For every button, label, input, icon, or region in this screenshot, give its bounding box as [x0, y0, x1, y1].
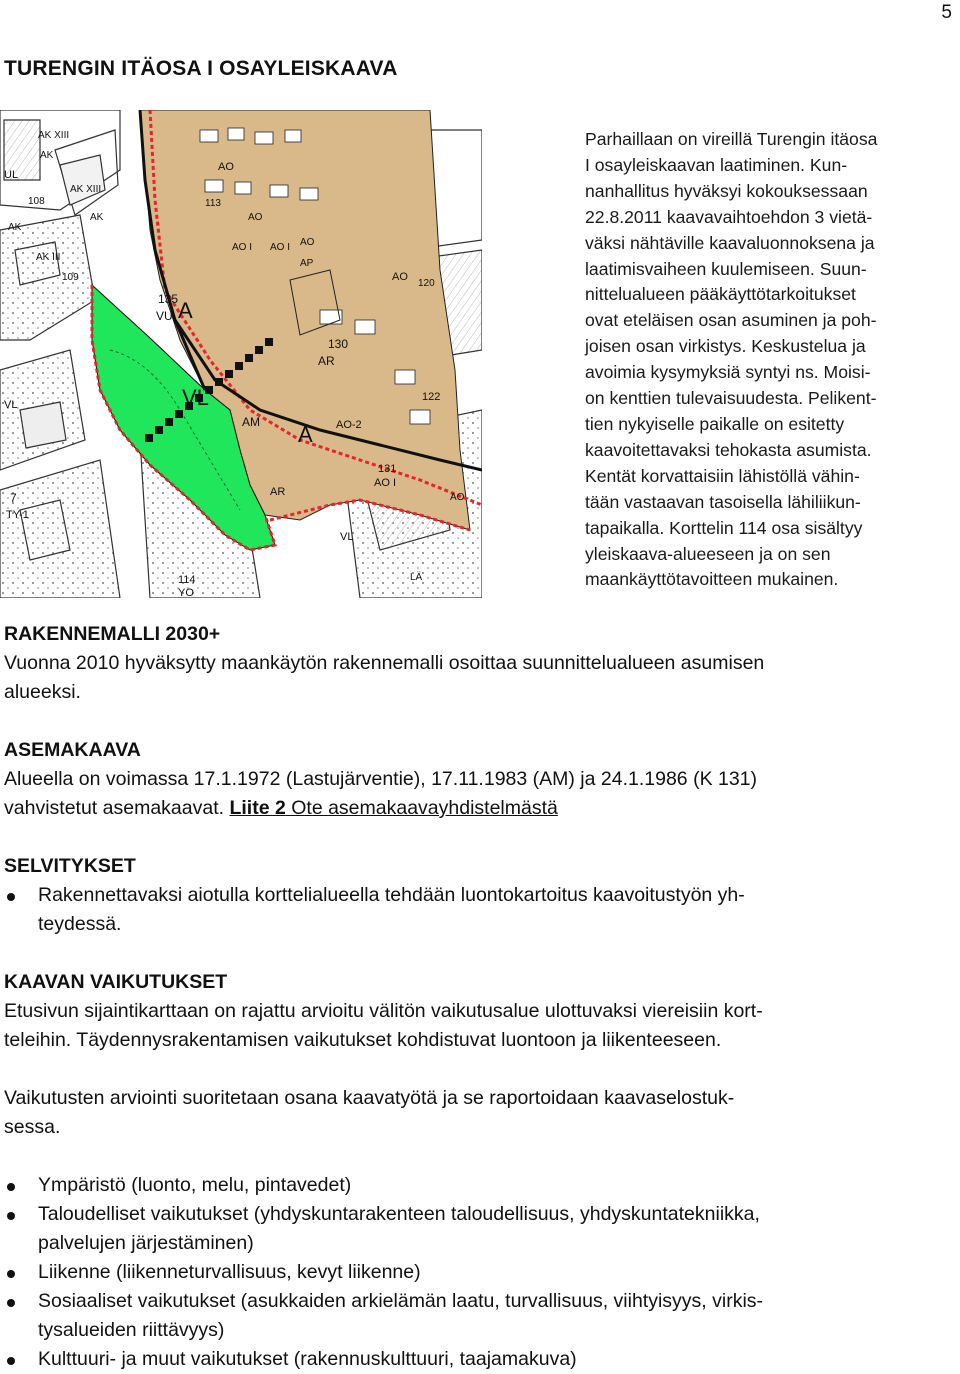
map-label: 120 [418, 278, 435, 289]
list-item-text: Rakennettavaksi aiotulla korttelialueella tehdään luontokartoitus kaavoitustyön yh- [38, 884, 745, 906]
map-label: AR [318, 354, 335, 368]
map-label: AK [40, 150, 54, 161]
map-label: AO I [232, 242, 253, 253]
bullet-icon [7, 1270, 15, 1278]
map-label: 122 [422, 391, 441, 403]
map-label: YO [178, 587, 194, 598]
intro-line: joisen osan virkistys. Keskustelua ja [585, 336, 866, 357]
section-heading-vaikutukset: KAAVAN VAIKUTUKSET [4, 971, 228, 993]
map-label: TY-1 [6, 509, 29, 521]
intro-line: 22.8.2011 kaavavaihtoehdon 3 vietä- [585, 206, 873, 227]
paragraph-text: vahvistetut asemakaavat. [4, 797, 230, 819]
map-label: A [298, 422, 313, 447]
paragraph-line: sessa. [4, 1116, 61, 1138]
paragraph-line: Vuonna 2010 hyväksytty maankäytön rakennemalli osoittaa suunnittelualueen asumisen [4, 652, 765, 674]
intro-line: väksi nähtäville kaavaluonnoksena ja [585, 232, 875, 253]
bullet-icon [7, 893, 15, 901]
list-item [4, 1200, 954, 1258]
paragraph-line: Alueella on voimassa 17.1.1972 (Lastujärventie), 17.11.1983 (AM) ja 24.1.1986 (K 131) [4, 768, 758, 790]
map-label: A [178, 298, 193, 323]
document-body [4, 620, 954, 1374]
bullet-icon [7, 1357, 15, 1365]
selvitykset-list [4, 881, 954, 939]
map-label: 113 [205, 198, 221, 209]
map-label: VL [340, 531, 354, 543]
map-label: AO I [270, 242, 291, 253]
list-item-text: Sosiaaliset vaikutukset (asukkaiden arkielämän laatu, turvallisuus, viihtyisyys, virkis- [38, 1290, 764, 1312]
section-heading-rakennemalli: RAKENNEMALLI 2030+ [4, 623, 221, 645]
map-label: 114 [178, 574, 196, 586]
page-number: 5 [941, 2, 952, 23]
map-label: VL [182, 385, 209, 410]
map-label: AO [248, 212, 263, 223]
map-label: AK XIII [38, 130, 70, 141]
paragraph-line: Vaikutusten arviointi suoritetaan osana kaavatyötä ja se raportoidaan kaavaselostuk- [4, 1087, 735, 1109]
map-label: AP [300, 258, 314, 269]
map-label: 130 [328, 337, 349, 351]
map-label: UL [4, 169, 19, 181]
intro-line: kaavoitettavaksi tehokasta asumista. [585, 439, 872, 460]
section-heading-asemakaava: ASEMAKAAVA [4, 739, 141, 761]
map-label: AM [242, 415, 260, 429]
intro-line: maankäyttötavoitteen mukainen. [585, 569, 839, 590]
intro-line: yleiskaava-alueeseen ja on sen [585, 543, 831, 564]
map-label: AO-2 [336, 419, 362, 431]
paragraph-line [4, 794, 954, 823]
map-label: 108 [28, 196, 45, 207]
list-item-text: teydessä. [38, 913, 122, 935]
map-label: 131 [378, 463, 397, 475]
list-item [4, 1287, 954, 1345]
list-item-text: Liikenne (liikenneturvallisuus, kevyt liikenne) [38, 1261, 421, 1283]
map-label: AK III [36, 252, 61, 263]
list-item-text: Ympäristö (luonto, melu, pintavedet) [38, 1174, 352, 1196]
intro-line: laatimisvaiheen kuulemiseen. Suun- [585, 258, 867, 279]
paragraph-line: teleihin. Täydennysrakentamisen vaikutukset kohdistuvat luontoon ja liikenteeseen. [4, 1029, 722, 1051]
intro-line: on kenttien tulevaisuudesta. Pelikent- [585, 388, 877, 409]
map-label: AO [218, 161, 234, 173]
intro-line: ovat eteläisen osan asuminen ja poh- [585, 310, 877, 331]
intro-line: tien nykyiselle paikalle on esitetty [585, 413, 845, 434]
intro-text [585, 127, 957, 593]
liite-2-link[interactable] [229, 797, 557, 819]
map-label: AO [392, 271, 408, 283]
map-label: VL [4, 399, 18, 411]
liite-text: Ote asemakaavayhdistelmästä [285, 797, 558, 819]
map-label: AO [450, 492, 465, 503]
map-label: VU [156, 309, 173, 323]
list-item [4, 1171, 954, 1200]
map-label: AO I [374, 477, 397, 489]
map-label: 109 [62, 272, 79, 283]
paragraph-line: alueeksi. [4, 681, 81, 703]
list-item-text: Taloudelliset vaikutukset (yhdyskuntarakenteen taloudellisuus, yhdyskuntatekniikka, [38, 1203, 760, 1225]
map-label: AK [8, 222, 22, 233]
intro-line: Kentät korvattaisiin lähistöllä vähin- [585, 465, 860, 486]
map-label: AK XIII [70, 184, 102, 195]
liite-label: Liite 2 [229, 797, 286, 819]
list-item-text: palvelujen järjestäminen) [38, 1232, 254, 1254]
map-label: 7 [10, 491, 17, 505]
map-label: AO [300, 237, 315, 248]
list-item [4, 1345, 954, 1374]
list-item-text: tysalueiden riittävyys) [38, 1319, 225, 1341]
map-label: AR [270, 486, 286, 498]
list-item [4, 1258, 954, 1287]
vaikutukset-list [4, 1171, 954, 1374]
map-label: AK [90, 212, 104, 223]
intro-line: avoimia kysymyksiä syntyi ns. Moisi- [585, 362, 871, 383]
paragraph-line: Etusivun sijaintikarttaan on rajattu arvioitu välitön vaikutusalue ulottuvaksi viereisiin kort- [4, 1000, 763, 1022]
bullet-icon [7, 1212, 15, 1220]
intro-line: nanhallitus hyväksyi kokouksessaan [585, 180, 868, 201]
intro-line: tapaikalla. Korttelin 114 osa sisältyy [585, 517, 863, 538]
bullet-icon [7, 1183, 15, 1191]
list-item-text: Kulttuuri- ja muut vaikutukset (rakennuskulttuuri, taajamakuva) [38, 1348, 577, 1370]
map-label: 135 [158, 292, 179, 306]
intro-line: Parhaillaan on vireillä Turengin itäosa [585, 129, 878, 149]
intro-line: tään vastaavan tasoisella lähiliikun- [585, 491, 861, 512]
intro-line: nittelualueen pääkäyttötarkoitukset [585, 284, 856, 305]
land-use-map [0, 110, 482, 598]
bullet-icon [7, 1299, 15, 1307]
list-item [4, 881, 954, 939]
map-label: LÄ [410, 572, 423, 583]
intro-line: I osayleiskaavan laatiminen. Kun- [585, 154, 848, 175]
page-title: TURENGIN ITÄOSA I OSAYLEISKAAVA [4, 57, 398, 80]
section-heading-selvitykset: SELVITYKSET [4, 855, 136, 877]
